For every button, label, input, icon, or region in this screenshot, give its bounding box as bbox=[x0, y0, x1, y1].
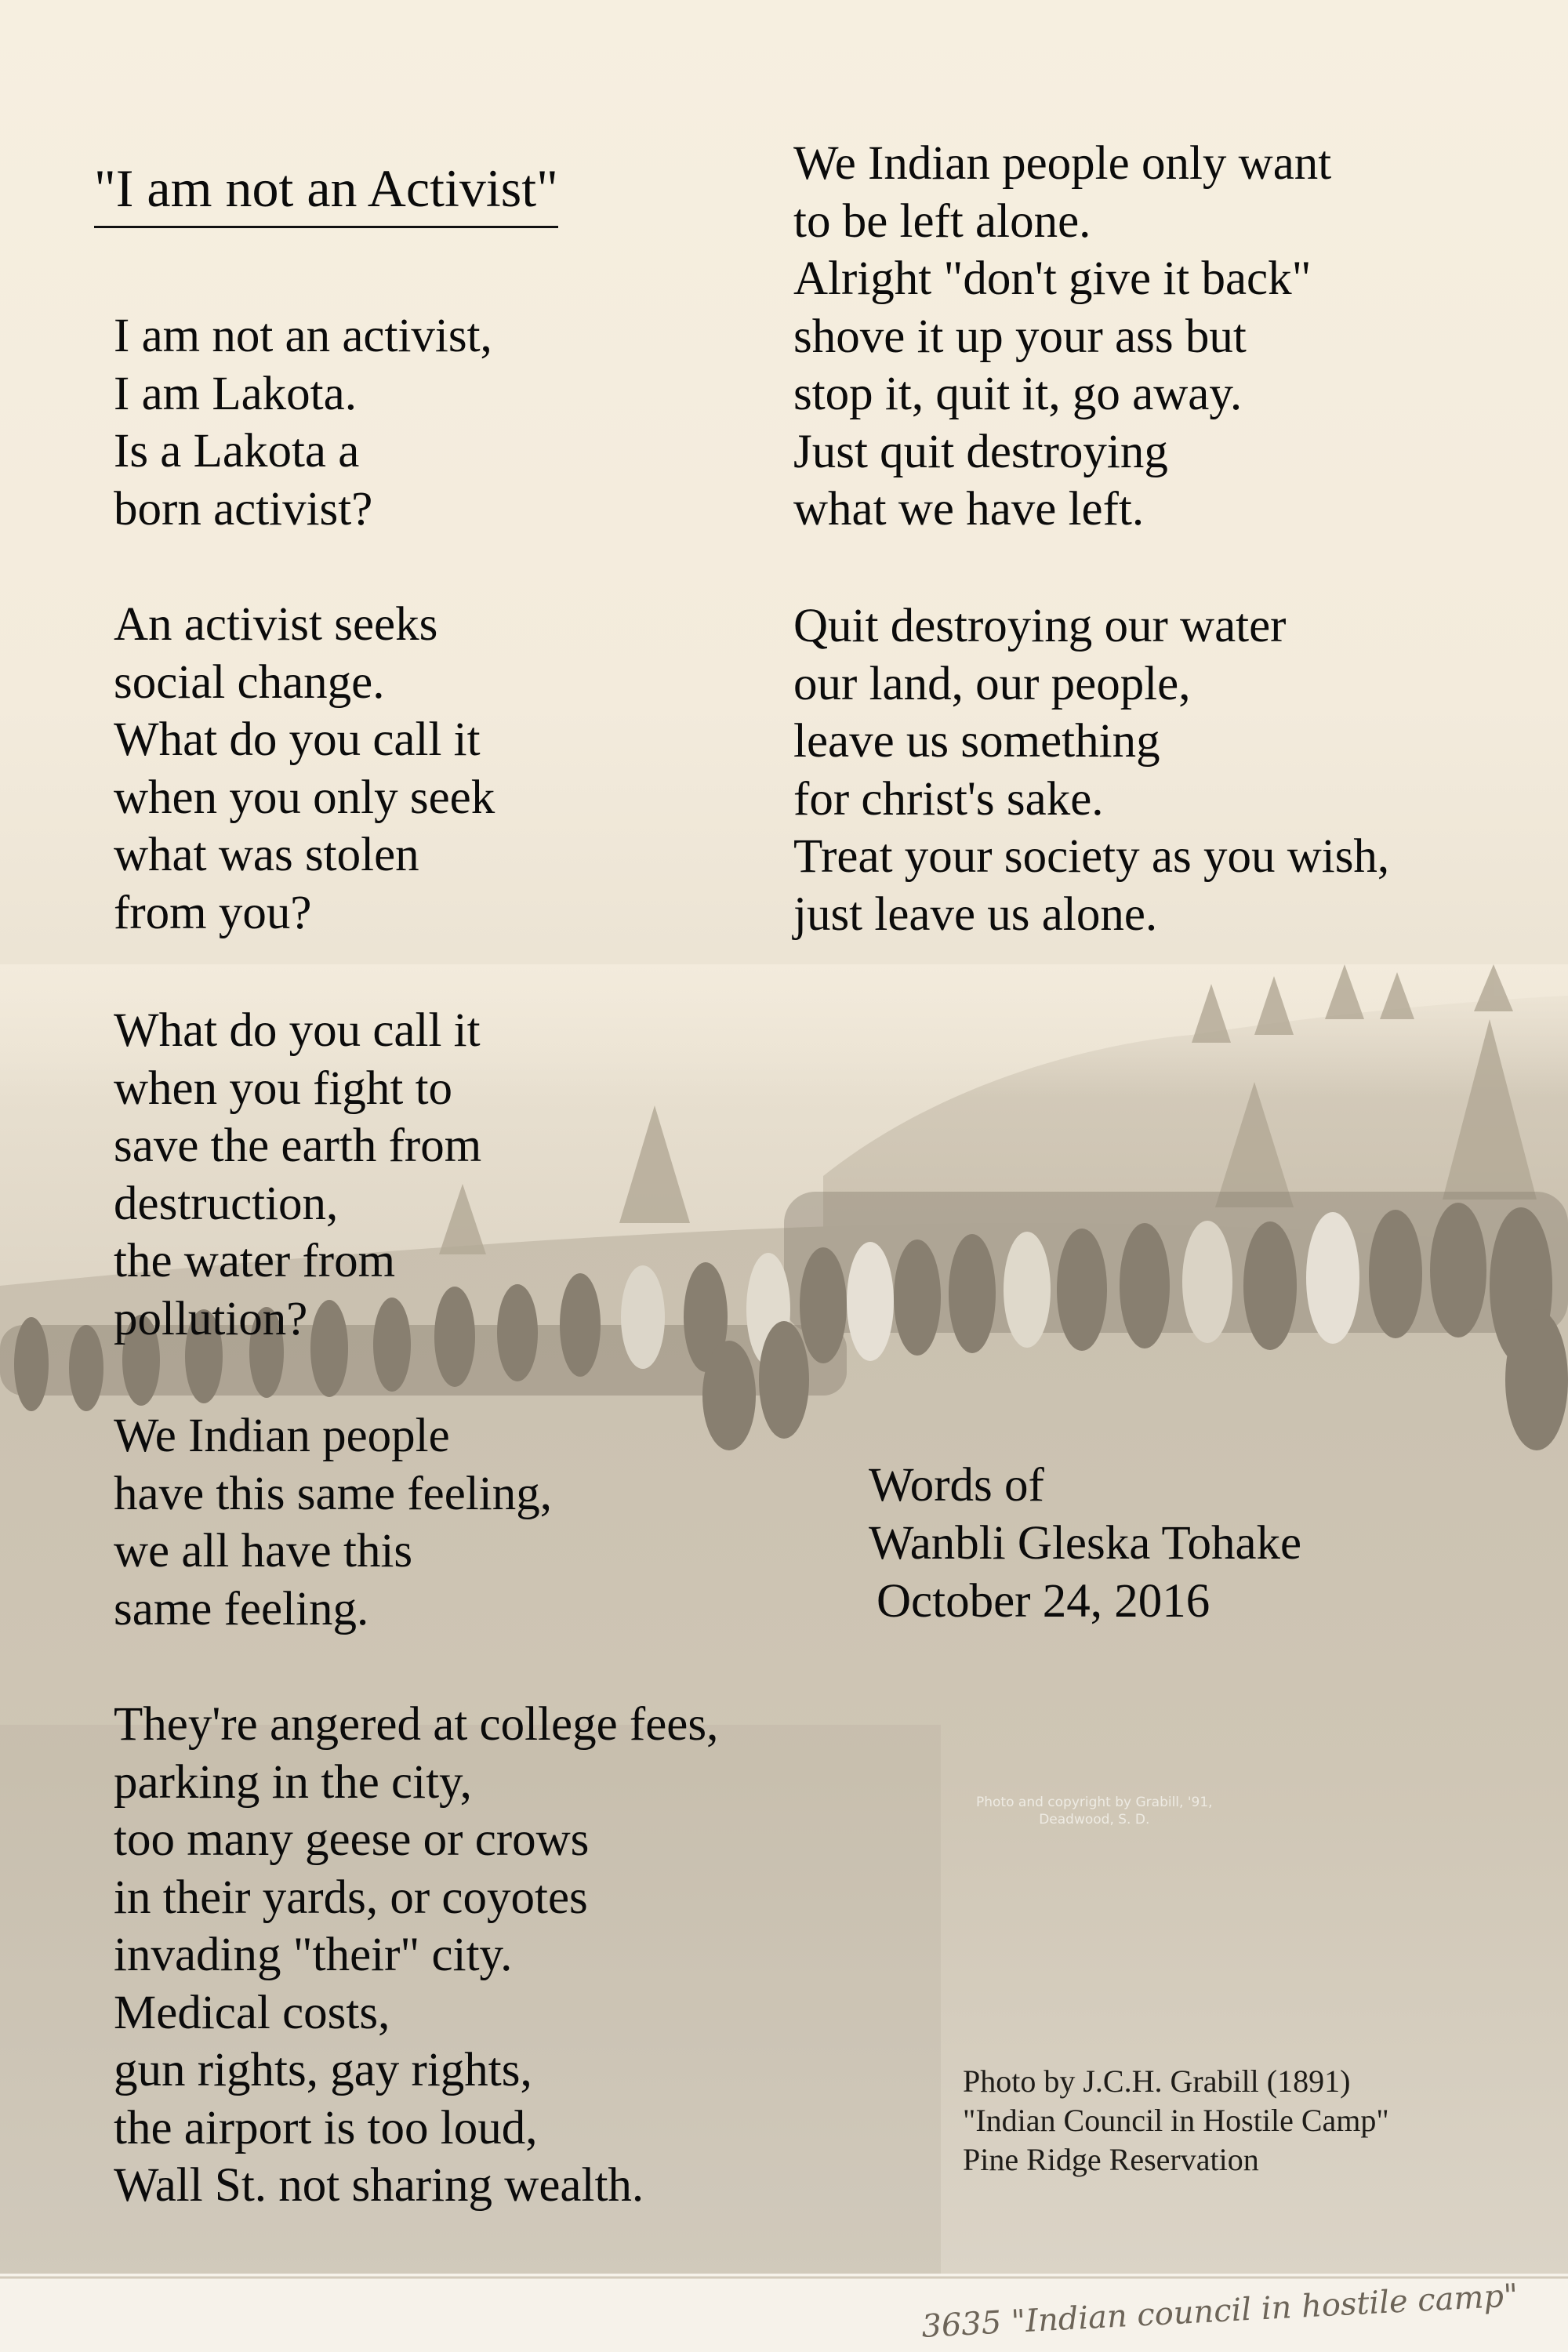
poem-line: from you? bbox=[114, 886, 312, 939]
poem-line: shove it up your ass but bbox=[793, 310, 1247, 363]
poem-line: what was stolen bbox=[114, 829, 419, 881]
poem-line: Just quit destroying bbox=[793, 425, 1168, 478]
poem-line: Treat your society as you wish, bbox=[793, 830, 1390, 883]
attribution-words-of: Words of bbox=[869, 1459, 1044, 1512]
poem-line: We Indian people bbox=[114, 1410, 450, 1462]
poem-line: An activist seeks bbox=[114, 598, 438, 651]
stamp-line-2: Deadwood, S. D. bbox=[1039, 1812, 1150, 1828]
poem-line: when you only seek bbox=[114, 771, 495, 824]
handwritten-caption: 3635 "Indian council in hostile camp" bbox=[920, 2278, 1519, 2345]
poem-line: destruction, bbox=[114, 1177, 339, 1230]
poem-line: in their yards, or coyotes bbox=[114, 1871, 588, 1924]
poem-line: the water from bbox=[114, 1235, 396, 1287]
attribution-date: October 24, 2016 bbox=[877, 1575, 1210, 1628]
poem-line: to be left alone. bbox=[793, 194, 1091, 248]
poem-title: "I am not an Activist" bbox=[94, 157, 558, 228]
poem-line: Quit destroying our water bbox=[793, 600, 1287, 652]
attribution-author: Wanbli Gleska Tohake bbox=[869, 1517, 1302, 1570]
poem-line: What do you call it bbox=[114, 713, 481, 766]
stanza bbox=[114, 1002, 481, 1348]
photo-credit-line-2: "Indian Council in Hostile Camp" bbox=[963, 2103, 1389, 2138]
poem-line: our land, our people, bbox=[793, 657, 1191, 710]
stamp-line-1: Photo and copyright by Grabill, '91, bbox=[976, 1795, 1213, 1810]
photo-copyright-stamp bbox=[976, 1794, 1213, 1828]
photo-credit-line-1: Photo by J.C.H. Grabill (1891) bbox=[963, 2063, 1351, 2099]
poem-line: just leave us alone. bbox=[793, 887, 1158, 941]
poem-line: too many geese or crows bbox=[114, 1813, 590, 1866]
stanza bbox=[114, 596, 495, 942]
poem-line: what we have left. bbox=[793, 483, 1145, 535]
stanza bbox=[114, 1696, 718, 2215]
poem-line: born activist? bbox=[114, 482, 373, 535]
poem-line: invading "their" city. bbox=[114, 1929, 513, 1981]
poem-line: for christ's sake. bbox=[793, 772, 1104, 826]
poem-line: pollution? bbox=[114, 1292, 308, 1345]
poem-line: I am Lakota. bbox=[114, 367, 357, 420]
poem-line: What do you call it bbox=[114, 1004, 481, 1057]
stanza bbox=[114, 1407, 552, 1638]
poem-line: Medical costs, bbox=[114, 1986, 390, 2039]
poem-line: Wall St. not sharing wealth. bbox=[114, 2159, 644, 2212]
poem-line: Alright "don't give it back" bbox=[793, 252, 1312, 305]
stanza bbox=[793, 597, 1389, 943]
photo-credit-line-3: Pine Ridge Reservation bbox=[963, 2142, 1259, 2177]
poem-line: when you fight to bbox=[114, 1062, 453, 1115]
poem-line: social change. bbox=[114, 655, 385, 709]
poem-line: the airport is too loud, bbox=[114, 2101, 538, 2154]
poem-line: I am not an activist, bbox=[114, 310, 492, 362]
poem-line: parking in the city, bbox=[114, 1755, 472, 1809]
stanza bbox=[114, 307, 492, 538]
poem-line: They're angered at college fees, bbox=[114, 1698, 719, 1751]
poem-line: save the earth from bbox=[114, 1120, 482, 1172]
poem-line: leave us something bbox=[793, 715, 1160, 768]
poem-line: Is a Lakota a bbox=[114, 425, 360, 477]
poem-line: have this same feeling, bbox=[114, 1467, 552, 1520]
poem-line: same feeling. bbox=[114, 1582, 369, 1635]
poem-line: we all have this bbox=[114, 1525, 413, 1577]
poem-line: We Indian people only want bbox=[793, 137, 1332, 190]
stanza bbox=[793, 135, 1331, 539]
poem-line: stop it, quit it, go away. bbox=[793, 368, 1243, 420]
poem-line: gun rights, gay rights, bbox=[114, 2044, 532, 2096]
